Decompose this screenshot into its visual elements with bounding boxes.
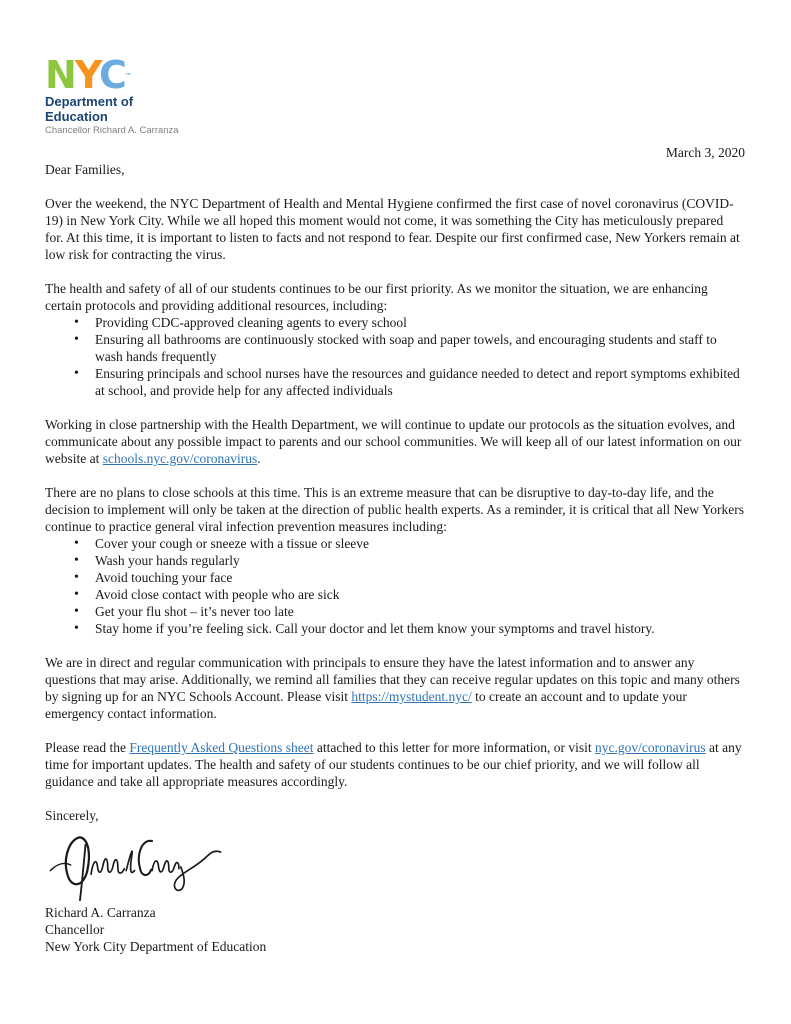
paragraph-first-case: Over the weekend, the NYC Department of Health and Mental Hygiene confirmed the first case of novel coronavirus (COVID-19) in New York City. While we all hoped this moment would not come, it was something the City has meticulously prepared for. At this time, it is important to listen to facts and not respond to fear. Despite our first confirmed case, New Yorkers remain at low risk for contracting the virus. xyxy=(45,196,740,262)
paragraph-communication xyxy=(45,654,745,722)
logo-letter-n: N xyxy=(45,53,75,97)
nyc-doe-logo xyxy=(45,55,745,137)
signer-org: New York City Department of Education xyxy=(45,939,267,954)
paragraph-text: Please read the xyxy=(45,740,130,755)
paragraph-no-plans-close: There are no plans to close schools at this time. This is an extreme measure that can be disruptive to day-to-day life, and the decision to implement will only be taken at the direction of public health experts. As a reminder, it is critical that all New Yorkers continue to practice general viral infection prevention measures including: xyxy=(45,485,745,534)
paragraph-text: to create an account and to update your emergency contact information. xyxy=(45,689,687,721)
schools-coronavirus-link[interactable]: schools.nyc.gov/coronavirus xyxy=(102,451,258,466)
list-item: • Ensuring principals and school nurses have the resources and guidance needed to detect and report symptoms exhibited at school, and provide help for any affected individuals xyxy=(95,365,745,399)
signer-title: Chancellor xyxy=(45,922,105,937)
logo-letter-c: C xyxy=(98,53,125,97)
list-item: • Get your flu shot – it’s never too late xyxy=(95,603,745,620)
signer-name: Richard A. Carranza xyxy=(45,905,156,920)
logo-dept-line2: Education xyxy=(45,108,108,124)
nyc-logo-wordmark xyxy=(45,55,132,95)
prevention-bullet-list xyxy=(45,535,745,637)
greeting: Dear Families, xyxy=(45,162,125,177)
list-item: • Wash your hands regularly xyxy=(95,552,745,569)
paragraph-faq xyxy=(45,739,745,790)
paragraph-text: Working in close partnership with the Health Department, we will continue to update our protocols as the situation evolves, and communicate about any possible impact to parents and our school communities. We will keep all of our latest information on our website at xyxy=(45,417,742,466)
paragraph-partnership xyxy=(45,416,745,467)
mystudent-link[interactable]: https://mystudent.nyc/ xyxy=(351,689,472,704)
resources-bullet-list xyxy=(45,314,745,399)
list-item: • Providing CDC-approved cleaning agents to every school xyxy=(95,314,745,331)
signature-image xyxy=(41,828,241,902)
closing-sincerely: Sincerely, xyxy=(45,808,99,823)
logo-dept-line1: Department of xyxy=(45,94,134,109)
nyc-coronavirus-link[interactable]: nyc.gov/coronavirus xyxy=(595,740,706,755)
signature-block xyxy=(45,904,745,955)
list-item: • Avoid touching your face xyxy=(95,569,745,586)
paragraph-text: . xyxy=(257,451,261,466)
paragraph-text: at any time for important updates. The health and safety of our students continues to be our chief priority, and we will follow all guidance and take all appropriate measures accordingly. xyxy=(45,740,742,789)
paragraph-health-safety: The health and safety of all of our students continues to be our first priority. As we monitor the situation, we are enhancing certain protocols and providing additional resources, including: xyxy=(45,281,708,313)
list-item: • Stay home if you’re feeling sick. Call your doctor and let them know your symptoms and travel history. xyxy=(95,620,745,637)
list-item: • Avoid close contact with people who are sick xyxy=(95,586,745,603)
list-item: • Cover your cough or sneeze with a tissue or sleeve xyxy=(95,535,745,552)
paragraph-text: attached to this letter for more information, or visit xyxy=(313,740,596,755)
logo-letter-y: Y xyxy=(74,53,99,97)
trademark-symbol: ™ xyxy=(124,72,132,80)
list-item: • Ensuring all bathrooms are continuously stocked with soap and paper towels, and encouraging students and staff to wash hands frequently xyxy=(95,331,745,365)
faq-sheet-link[interactable]: Frequently Asked Questions sheet xyxy=(129,740,314,755)
logo-chancellor-line: Chancellor Richard A. Carranza xyxy=(45,125,179,136)
paragraph-text: We are in direct and regular communication with principals to ensure they have the latest information and to answer any questions that may arise. Additionally, we remind all families that they can receive regular updates on this topic and many others by signing up for an NYC Schools Account. Please visit xyxy=(45,655,740,704)
letter-date: March 3, 2020 xyxy=(665,145,745,160)
